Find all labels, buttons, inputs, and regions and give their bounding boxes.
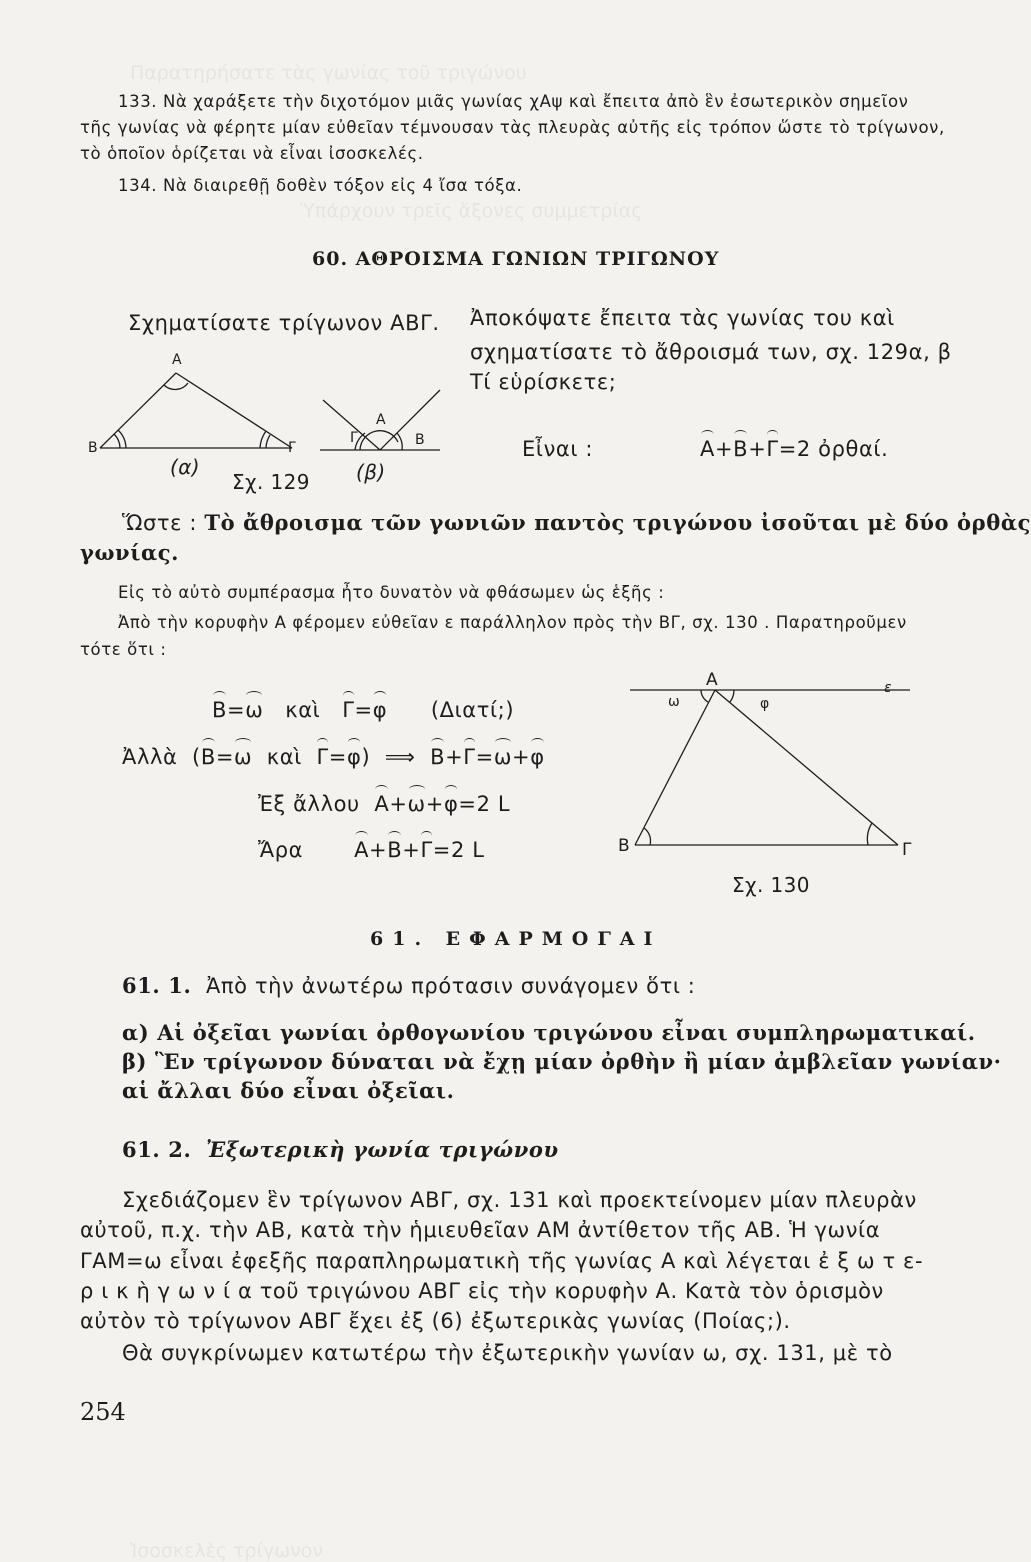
proof-line4: Ἄρα Α+Β+Γ=2 L bbox=[258, 838, 485, 862]
page-number: 254 bbox=[80, 1398, 126, 1426]
alternative-proof-line2: Ἀπὸ τὴν κορυφὴν Α φέρομεν εὐθεῖαν ε παράλληλον πρὸς τὴν ΒΓ, σχ. 130 . Παρατηροῦμεν bbox=[118, 613, 907, 632]
corollary-a: α) Αἱ ὀξεῖαι γωνίαι ὀρθογωνίου τριγώνου εἶναι συμπληρωματικαί. bbox=[122, 1020, 976, 1045]
section-61-title: 61. ΕΦΑΡΜΟΓΑΙ bbox=[370, 928, 662, 950]
fig129b-label-A: A bbox=[376, 412, 386, 428]
alternative-proof-line1: Εἰς τὸ αὐτὸ συμπέρασμα ἦτο δυνατὸν νὰ φθάσωμεν ὡς ἑξῆς : bbox=[118, 583, 665, 602]
figure-130 bbox=[610, 660, 920, 860]
diati: (Διατί;) bbox=[430, 698, 515, 722]
conclusion-prefix: Ὥστε : bbox=[122, 511, 198, 535]
body-line3: ΓΑΜ=ω εἶναι ἐφεξῆς παραπληρωματικὴ τῆς γωνίας Α καὶ λέγεται ἐ ξ ω τ ε- bbox=[80, 1249, 924, 1273]
fig130-label-phi: φ bbox=[760, 696, 770, 712]
fig130-label-epsilon: ε bbox=[884, 680, 892, 696]
subsection-61-2-number: 61. 2. bbox=[122, 1137, 192, 1162]
fig129-caption: Σχ. 129 bbox=[232, 470, 310, 494]
body-line4: ρ ι κ ὴ γ ω ν ί α τοῦ τριγώνου ΑΒΓ εἰς τὴν κορυφὴν Α. Κατὰ τὸν ὁρισμὸν bbox=[80, 1279, 884, 1303]
fig129-label-A: A bbox=[172, 352, 182, 368]
implies-arrow: ⟹ bbox=[384, 745, 416, 769]
fig130-caption: Σχ. 130 bbox=[732, 873, 810, 897]
subsection-61-1 bbox=[122, 973, 695, 998]
two-right-2: =2 L bbox=[432, 838, 485, 862]
body-line2: αὐτοῦ, π.χ. τὴν ΑΒ, κατὰ τὴν ἡμιευθεῖαν ΑΜ ἀντίθετον τῆς ΑΒ. Ἡ γωνία bbox=[80, 1218, 881, 1242]
section-60-right-line1: Ἀποκόψατε ἔπειτα τὰς γωνίας του καὶ bbox=[470, 306, 895, 330]
section-60-title: 60. ΑΘΡΟΙΣΜΑ ΓΩΝΙΩΝ ΤΡΙΓΩΝΟΥ bbox=[312, 248, 720, 270]
exercise-133-line2: τῆς γωνίας νὰ φέρητε μίαν εὐθεῖαν τέμνουσαν τὰς πλευρὰς αὐτῆς εἰς τρόπον ὥστε τὸ τρίγωνον, bbox=[80, 118, 945, 137]
proof-line2: Ἀλλὰ (Β=ω καὶ Γ=φ) ⟹ Β+Γ=ω+φ bbox=[122, 745, 545, 769]
fig130-label-omega: ω bbox=[668, 694, 680, 710]
corollary-b-line1: β) Ἓν τρίγωνον δύναται νὰ ἔχῃ μίαν ὀρθὴν ἢ μίαν ἀμβλεῖαν γωνίαν· bbox=[122, 1049, 1002, 1074]
fig130-label-A: A bbox=[706, 670, 718, 690]
fig130-label-B: B bbox=[618, 836, 630, 856]
subsection-61-2 bbox=[122, 1137, 559, 1162]
fig129-label-G: Γ bbox=[288, 440, 296, 456]
alla: Ἀλλὰ bbox=[122, 745, 178, 769]
conclusion-bold: Τὸ ἄθροισμα τῶν γωνιῶν παντὸς τριγώνου ἰσοῦται μὲ δύο ὀρθὰς bbox=[204, 510, 1031, 535]
fig129-label-B: B bbox=[88, 440, 98, 456]
fig130-label-G: Γ bbox=[902, 840, 912, 860]
subsection-61-1-text: Ἀπὸ τὴν ἀνωτέρω πρότασιν συνάγομεν ὅτι : bbox=[205, 974, 696, 998]
body-line6: Θὰ συγκρίνωμεν κατωτέρω τὴν ἐξωτερικὴν γωνίαν ω, σχ. 131, μὲ τὸ bbox=[122, 1341, 893, 1365]
kai-1: καὶ bbox=[285, 698, 321, 722]
subsection-61-1-number: 61. 1. bbox=[122, 973, 192, 998]
proof-line1: Β=ω καὶ Γ=φ (Διατί;) bbox=[212, 698, 515, 722]
kai-2: καὶ bbox=[266, 745, 302, 769]
exercise-133-line3: τὸ ὁποῖον ὁρίζεται νὰ εἶναι ἰσοσκελές. bbox=[80, 144, 424, 163]
angle-sum-equation: Α+Β+Γ=2 ὀρθαί. bbox=[700, 437, 889, 461]
subsection-61-2-title: Ἐξωτερικὴ γωνία τριγώνου bbox=[205, 1137, 559, 1162]
ex-allou: Ἐξ ἄλλου bbox=[258, 792, 360, 816]
exercise-133-line1: 133. Νὰ χαράξετε τὴν διχοτόμον μιᾶς γωνίας χΑψ καὶ ἔπειτα ἀπὸ ἓν ἐσωτερικὸν σημεῖον bbox=[118, 92, 909, 111]
body-line1: Σχεδιάζομεν ἓν τρίγωνον ΑΒΓ, σχ. 131 καὶ προεκτείνομεν μίαν πλευρὰν bbox=[122, 1188, 917, 1212]
alternative-proof-line3: τότε ὅτι : bbox=[80, 640, 167, 659]
page: Παρατηρήσατε τὰς γωνίας τοῦ τριγώνου Ὑπάρχουν τρεῖς ἄξονες συμμετρίας Ἰσοσκελὲς τρίγωνον 133. Νὰ χαράξετε τὴν διχοτόμον μιᾶς γωνίας χΑψ καὶ ἔπειτα ἀπὸ ἓν ἐσωτερικὸν σημεῖον τῆς γωνίας νὰ φέρητε μίαν εὐθεῖαν τέμνουσαν τὰς πλευρὰς αὐτῆς εἰς τρόπον ὥστε τὸ τρίγωνον, τὸ ὁποῖον ὁρίζεται νὰ εἶναι ἰσοσκελές. 134. Νὰ διαιρεθῇ δοθὲν τόξον εἰς 4 ἴσα τόξα. 60. ΑΘΡΟΙΣΜΑ ΓΩΝΙΩΝ ΤΡΙΓΩΝΟΥ Σχηματίσατε τρίγωνον ΑΒΓ. Ἀποκόψατε ἔπειτα τὰς γωνίας του καὶ σχηματίσατε τὸ ἄθροισμά των, σχ. 129α, β Τί εὑρίσκετε; A B Γ A Γ B (α) (β) Σχ. 129 Εἶναι : Α+Β+Γ=2 ὀρθαί. Ὥστε : Τὸ ἄθροισμα τῶν γωνιῶν παντὸς τριγώνου ἰσοῦται μὲ δύο ὀρθὰς γωνίας. Εἰς τὸ αὐτὸ συμπέρασμα ἦτο δυνατὸν νὰ φθάσωμεν ὡς ἑξῆς : Ἀπὸ τὴν κορυφὴν Α φέρομεν εὐθεῖαν ε παράλληλον πρὸς τὴν ΒΓ, σχ. 130 . Παρατηροῦμεν τότε ὅτι : Β=ω καὶ Γ=φ (Διατί;) Ἀλλὰ (Β=ω καὶ Γ=φ) ⟹ Β+Γ=ω+φ Ἐξ ἄλλου Α+ω+φ=2 L Ἄρα Α+Β+Γ=2 L A ω φ ε B Γ Σχ. 130 61. ΕΦΑΡΜΟΓΑΙ 61. 1. Ἀπὸ τὴν ἀνωτέρω πρότασιν συνάγομεν ὅτι : α) Αἱ ὀξεῖαι γωνίαι ὀρθογωνίου τριγώνου εἶναι συμπληρωματικαί. β) Ἓν τρίγωνον δύναται νὰ ἔχῃ μίαν ὀρθὴν ἢ μίαν ἀμβλεῖαν γωνίαν· αἱ ἄλλαι δύο εἶναι ὀξεῖαι. 61. 2. Ἐξωτερικὴ γωνία τριγώνου Σχεδιάζομεν ἓν τρίγωνον ΑΒΓ, σχ. 131 καὶ προεκτείνομεν μίαν πλευρὰν αὐτοῦ, π.χ. τὴν ΑΒ, κατὰ τὴν ἡμιευθεῖαν ΑΜ ἀντίθετον τῆς ΑΒ. Ἡ γωνία ΓΑΜ=ω εἶναι ἐφεξῆς παραπληρωματικὴ τῆς γωνίας Α καὶ λέγεται ἐ ξ ω τ ε- ρ ι κ ὴ γ ω ν ί α τοῦ τριγώνου ΑΒΓ εἰς τὴν κορυφὴν Α. Κατὰ τὸν ὁρισμὸν αὐτὸν τὸ τρίγωνον ΑΒΓ ἔχει ἐξ (6) ἐξωτερικὰς γωνίας (Ποίας;). Θὰ συγκρίνωμεν κατωτέρω τὴν ἐξωτερικὴν γωνίαν ω, σχ. 131, μὲ τὸ 254 bbox=[80, 62, 1031, 1562]
corollary-b-line2: αἱ ἄλλαι δύο εἶναι ὀξεῖαι. bbox=[122, 1078, 455, 1103]
proof-line3: Ἐξ ἄλλου Α+ω+φ=2 L bbox=[258, 792, 511, 816]
conclusion-line2: γωνίας. bbox=[80, 540, 180, 565]
fig129-caption-b: (β) bbox=[356, 460, 386, 484]
fig129b-label-B: B bbox=[415, 432, 425, 448]
fig129-caption-a: (α) bbox=[170, 455, 200, 479]
sum-equals-text: =2 ὀρθαί. bbox=[778, 437, 889, 461]
section-60-right-line3: Τί εὑρίσκετε; bbox=[470, 370, 617, 394]
angle-A-hat: Α bbox=[700, 437, 715, 461]
fig129b-label-G: Γ bbox=[350, 430, 358, 446]
einai-label: Εἶναι : bbox=[522, 437, 594, 461]
ara: Ἄρα bbox=[258, 838, 304, 862]
conclusion-line1 bbox=[122, 510, 1031, 535]
exercise-134: 134. Νὰ διαιρεθῇ δοθὲν τόξον εἰς 4 ἴσα τόξα. bbox=[118, 176, 523, 195]
section-60-right-line2: σχηματίσατε τὸ ἄθροισμά των, σχ. 129α, β bbox=[470, 340, 952, 364]
two-right-1: =2 L bbox=[458, 792, 511, 816]
angle-B-hat: Β bbox=[733, 437, 749, 461]
section-60-left-text: Σχηματίσατε τρίγωνον ΑΒΓ. bbox=[128, 311, 440, 335]
angle-G-hat: Γ bbox=[766, 437, 779, 461]
body-line5: αὐτὸν τὸ τρίγωνον ΑΒΓ ἔχει ἐξ (6) ἐξωτερικὰς γωνίας (Ποίας;). bbox=[80, 1309, 791, 1333]
